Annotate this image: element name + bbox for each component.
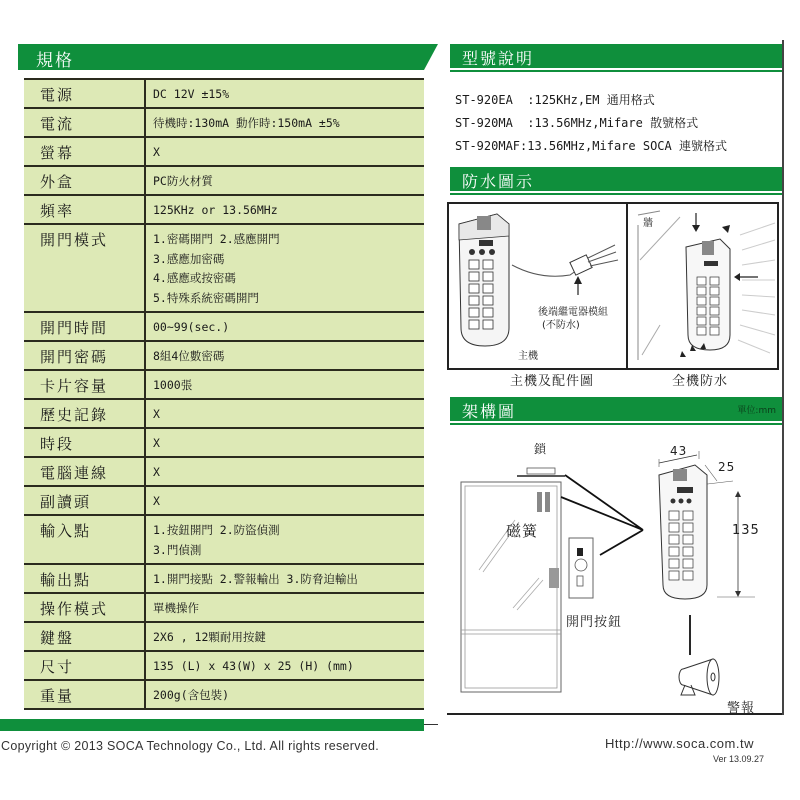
- spec-value: [145, 108, 424, 137]
- spec-value: [145, 79, 424, 108]
- spec-value: [145, 651, 424, 680]
- alarm-label: 警報: [727, 701, 756, 716]
- spec-label: 電流: [24, 108, 145, 137]
- spec-label: 頻率: [24, 195, 145, 224]
- diagram-divider: [626, 202, 628, 370]
- wall-label: 牆: [643, 218, 653, 229]
- spec-label: 開門模式: [24, 224, 145, 312]
- waterproof-rule: [450, 193, 782, 195]
- spec-title: 規格: [36, 51, 74, 71]
- relay-cable-illustration: [510, 240, 620, 300]
- spec-row: [24, 515, 424, 564]
- spec-label: 歷史記錄: [24, 399, 145, 428]
- spec-value-line: X: [153, 494, 160, 508]
- spec-row: [24, 651, 424, 680]
- spec-label: 輸出點: [24, 564, 145, 593]
- spec-row: [24, 224, 424, 312]
- spec-value: [145, 457, 424, 486]
- spec-value-line: 8組4位數密碼: [153, 349, 225, 363]
- copyright-text: Copyright © 2013 SOCA Technology Co., Ltd. All rights reserved.: [1, 739, 380, 753]
- spec-value: [145, 224, 424, 312]
- spec-row: [24, 564, 424, 593]
- spec-label: 外盒: [24, 166, 145, 195]
- spec-value: [145, 195, 424, 224]
- spec-value: [145, 515, 424, 564]
- spec-label: 電腦連線: [24, 457, 145, 486]
- spec-label: 鍵盤: [24, 622, 145, 651]
- model-item: ST-920MA :13.56MHz,Mifare 散號格式: [455, 116, 699, 130]
- spec-value-line: 5.特殊系統密碼開門: [153, 290, 259, 305]
- waterproof-section-header: [450, 167, 782, 191]
- model-item: ST-920EA :125KHz,EM 通用格式: [455, 93, 655, 107]
- spec-row: [24, 108, 424, 137]
- spec-value-line: X: [153, 436, 160, 450]
- spec-value-line: X: [153, 465, 160, 479]
- spec-label: 螢幕: [24, 137, 145, 166]
- exit-button-label: 開門按鈕: [566, 615, 623, 630]
- spec-label: 輸入點: [24, 515, 145, 564]
- lock-label: 鎖: [534, 442, 548, 456]
- spec-label: 尺寸: [24, 651, 145, 680]
- spec-value: [145, 399, 424, 428]
- spec-label: 時段: [24, 428, 145, 457]
- spec-value-line: 1000張: [153, 378, 193, 392]
- footer-bar-line: [424, 724, 438, 725]
- spec-value: [145, 622, 424, 651]
- spec-row: [24, 486, 424, 515]
- spec-row: [24, 680, 424, 709]
- height-dimension: 135: [732, 523, 760, 538]
- relay-module-label: 後端繼電器模組: [538, 307, 608, 318]
- spec-value-line: 135 (L) x 43(W) x 25 (H) (mm): [153, 659, 354, 673]
- spec-row: [24, 341, 424, 370]
- spec-row: [24, 79, 424, 108]
- spec-value: [145, 428, 424, 457]
- spec-value-line: X: [153, 407, 160, 421]
- alarm-siren-icon: [675, 615, 735, 705]
- spec-value-line: 3.感應加密碼: [153, 251, 225, 266]
- spec-row: [24, 137, 424, 166]
- door-illustration: [455, 460, 635, 700]
- spec-row: [24, 312, 424, 341]
- spec-value: [145, 370, 424, 399]
- waterproof-title: 防水圖示: [462, 172, 535, 191]
- spec-value: [145, 486, 424, 515]
- spec-row: [24, 166, 424, 195]
- width-dimension: 43: [670, 444, 688, 458]
- website-url[interactable]: Http://www.soca.com.tw: [605, 736, 754, 751]
- spec-label: 開門密碼: [24, 341, 145, 370]
- spec-value: [145, 564, 424, 593]
- host-accessories-caption: 主機及配件圖: [510, 374, 595, 389]
- spec-row: [24, 370, 424, 399]
- keypad-device-illustration: [455, 210, 515, 350]
- spec-value-line: 200g(含包裝): [153, 688, 230, 702]
- header-notch: [424, 44, 452, 70]
- spec-row: [24, 428, 424, 457]
- relay-not-waterproof-label: (不防水): [542, 320, 580, 331]
- spec-value: [145, 312, 424, 341]
- spec-value-line: 00~99(sec.): [153, 320, 230, 334]
- structure-title: 架構圖: [462, 402, 517, 421]
- spec-value: [145, 137, 424, 166]
- spec-value-line: 待機時:130mA 動作時:150mA ±5%: [153, 116, 340, 130]
- spec-value-line: 2X6 , 12顆耐用按鍵: [153, 630, 266, 644]
- spec-label: 卡片容量: [24, 370, 145, 399]
- magnet-label: 磁簧: [506, 522, 539, 540]
- models-title: 型號說明: [462, 49, 535, 68]
- spec-value-line: DC 12V ±15%: [153, 87, 230, 101]
- spec-row: [24, 457, 424, 486]
- spec-label: 重量: [24, 680, 145, 709]
- spec-value-line: 1.按鈕開門 2.防盜偵測: [153, 523, 280, 537]
- spec-row: [24, 622, 424, 651]
- unit-label: 單位:mm: [737, 406, 776, 416]
- spec-value-line: 3.門偵測: [153, 542, 202, 557]
- spec-value-line: PC防火材質: [153, 174, 213, 188]
- footer-bar: [0, 719, 424, 731]
- spec-value-line: 125KHz or 13.56MHz: [153, 203, 278, 217]
- spec-value-line: 單機操作: [153, 601, 199, 615]
- models-rule: [450, 70, 782, 72]
- host-label: 主機: [518, 351, 538, 362]
- depth-dimension: 25: [718, 460, 736, 474]
- spec-value: [145, 341, 424, 370]
- spec-value-line: 1.開門接點 2.警報輸出 3.防脅迫輸出: [153, 572, 358, 586]
- version-label: Ver 13.09.27: [713, 754, 765, 764]
- spec-value: [145, 593, 424, 622]
- spec-label: 操作模式: [24, 593, 145, 622]
- spec-section-header: [18, 44, 438, 70]
- spec-row: [24, 399, 424, 428]
- full-waterproof-illustration: [630, 205, 778, 367]
- right-border: [782, 40, 784, 715]
- spec-row: [24, 593, 424, 622]
- spec-value: [145, 680, 424, 709]
- spec-value-line: X: [153, 145, 160, 159]
- spec-value-line: 4.感應或按密碼: [153, 271, 236, 285]
- model-item: ST-920MAF:13.56MHz,Mifare SOCA 連號格式: [455, 139, 727, 153]
- model-list: [455, 89, 727, 158]
- spec-label: 開門時間: [24, 312, 145, 341]
- models-section-header: [450, 44, 782, 68]
- spec-value: [145, 166, 424, 195]
- spec-row: [24, 195, 424, 224]
- spec-label: 電源: [24, 79, 145, 108]
- full-waterproof-caption: 全機防水: [672, 374, 729, 389]
- spec-label: 副讀頭: [24, 486, 145, 515]
- spec-value-line: 1.密碼開門 2.感應開門: [153, 232, 280, 246]
- structure-section-header: [450, 397, 782, 421]
- spec-table: [24, 78, 424, 710]
